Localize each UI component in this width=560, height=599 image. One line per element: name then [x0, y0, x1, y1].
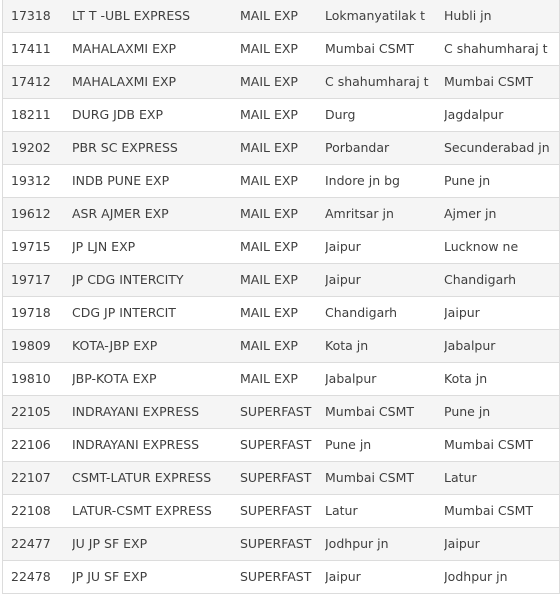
train-number-cell: 22107: [11, 470, 51, 485]
destination-station-cell: Lucknow ne: [444, 239, 519, 254]
train-name-cell: LT T -UBL EXPRESS: [72, 8, 191, 23]
train-type-cell: SUPERFAST: [240, 503, 312, 518]
train-type-cell: SUPERFAST: [240, 569, 312, 584]
train-type-cell: SUPERFAST: [240, 536, 312, 551]
source-station-cell: Mumbai CSMT: [325, 404, 415, 419]
destination-station-cell: Mumbai CSMT: [444, 437, 534, 452]
train-number-cell: 17318: [11, 8, 51, 23]
train-number-cell: 19809: [11, 338, 51, 353]
destination-station-cell: Secunderabad jn: [444, 140, 550, 155]
train-number-cell: 17412: [11, 74, 51, 89]
train-name-cell: JP CDG INTERCITY: [72, 272, 184, 287]
source-station-cell: Lokmanyatilak t: [325, 8, 426, 23]
table-row[interactable]: [3, 363, 559, 396]
train-type-cell: MAIL EXP: [240, 239, 298, 254]
destination-station-cell: Jagdalpur: [444, 107, 504, 122]
source-station-cell: Porbandar: [325, 140, 390, 155]
destination-station-cell: Hubli jn: [444, 8, 492, 23]
train-type-cell: SUPERFAST: [240, 437, 312, 452]
trains-table: [2, 0, 560, 594]
train-name-cell: MAHALAXMI EXP: [72, 74, 177, 89]
train-type-cell: MAIL EXP: [240, 272, 298, 287]
destination-station-cell: Latur: [444, 470, 477, 485]
source-station-cell: Jaipur: [325, 272, 361, 287]
train-number-cell: 19717: [11, 272, 51, 287]
train-type-cell: MAIL EXP: [240, 41, 298, 56]
train-name-cell: JP JU SF EXP: [72, 569, 148, 584]
train-type-cell: MAIL EXP: [240, 173, 298, 188]
train-number-cell: 19810: [11, 371, 51, 386]
destination-station-cell: Mumbai CSMT: [444, 74, 534, 89]
train-name-cell: PBR SC EXPRESS: [72, 140, 178, 155]
train-number-cell: 22478: [11, 569, 51, 584]
table-row[interactable]: [3, 429, 559, 462]
destination-station-cell: Chandigarh: [444, 272, 517, 287]
destination-station-cell: Jaipur: [444, 305, 480, 320]
destination-station-cell: Kota jn: [444, 371, 488, 386]
train-number-cell: 19715: [11, 239, 51, 254]
train-type-cell: MAIL EXP: [240, 371, 298, 386]
source-station-cell: Mumbai CSMT: [325, 41, 415, 56]
train-name-cell: DURG JDB EXP: [72, 107, 163, 122]
source-station-cell: Jaipur: [325, 569, 361, 584]
source-station-cell: C shahumharaj t: [325, 74, 429, 89]
destination-station-cell: Pune jn: [444, 173, 491, 188]
train-type-cell: SUPERFAST: [240, 470, 312, 485]
source-station-cell: Kota jn: [325, 338, 369, 353]
table-row[interactable]: [3, 297, 559, 330]
table-row[interactable]: [3, 99, 559, 132]
train-name-cell: JU JP SF EXP: [72, 536, 148, 551]
train-number-cell: 18211: [11, 107, 51, 122]
train-type-cell: MAIL EXP: [240, 74, 298, 89]
train-type-cell: SUPERFAST: [240, 404, 312, 419]
destination-station-cell: Jodhpur jn: [444, 569, 508, 584]
table-row[interactable]: [3, 528, 559, 561]
train-name-cell: INDRAYANI EXPRESS: [72, 404, 200, 419]
source-station-cell: Jodhpur jn: [325, 536, 389, 551]
train-number-cell: 19612: [11, 206, 51, 221]
train-name-cell: CDG JP INTERCIT: [72, 305, 176, 320]
destination-station-cell: C shahumharaj t: [444, 41, 548, 56]
source-station-cell: Latur: [325, 503, 358, 518]
source-station-cell: Chandigarh: [325, 305, 398, 320]
train-number-cell: 19202: [11, 140, 51, 155]
train-number-cell: 22105: [11, 404, 51, 419]
destination-station-cell: Pune jn: [444, 404, 491, 419]
train-name-cell: CSMT-LATUR EXPRESS: [72, 470, 212, 485]
train-type-cell: MAIL EXP: [240, 140, 298, 155]
source-station-cell: Mumbai CSMT: [325, 470, 415, 485]
train-number-cell: 19312: [11, 173, 51, 188]
table-row[interactable]: [3, 198, 559, 231]
train-number-cell: 17411: [11, 41, 51, 56]
table-row[interactable]: [3, 330, 559, 363]
train-type-cell: MAIL EXP: [240, 338, 298, 353]
source-station-cell: Durg: [325, 107, 356, 122]
destination-station-cell: Jabalpur: [444, 338, 496, 353]
source-station-cell: Jabalpur: [325, 371, 377, 386]
table-row[interactable]: [3, 462, 559, 495]
train-type-cell: MAIL EXP: [240, 8, 298, 23]
table-row[interactable]: [3, 0, 559, 33]
source-station-cell: Jaipur: [325, 239, 361, 254]
train-type-cell: MAIL EXP: [240, 107, 298, 122]
train-name-cell: ASR AJMER EXP: [72, 206, 169, 221]
train-name-cell: LATUR-CSMT EXPRESS: [72, 503, 212, 518]
destination-station-cell: Ajmer jn: [444, 206, 497, 221]
train-name-cell: INDRAYANI EXPRESS: [72, 437, 200, 452]
train-number-cell: 22108: [11, 503, 51, 518]
table-row[interactable]: [3, 132, 559, 165]
table-row[interactable]: [3, 231, 559, 264]
table-row[interactable]: [3, 33, 559, 66]
source-station-cell: Pune jn: [325, 437, 372, 452]
train-type-cell: MAIL EXP: [240, 305, 298, 320]
source-station-cell: Amritsar jn: [325, 206, 394, 221]
table-row[interactable]: [3, 561, 559, 594]
table-row[interactable]: [3, 495, 559, 528]
table-row[interactable]: [3, 396, 559, 429]
train-number-cell: 19718: [11, 305, 51, 320]
table-row[interactable]: [3, 66, 559, 99]
destination-station-cell: Jaipur: [444, 536, 480, 551]
destination-station-cell: Mumbai CSMT: [444, 503, 534, 518]
table-row[interactable]: [3, 165, 559, 198]
train-type-cell: MAIL EXP: [240, 206, 298, 221]
train-name-cell: JBP-KOTA EXP: [72, 371, 157, 386]
train-name-cell: MAHALAXMI EXP: [72, 41, 177, 56]
train-name-cell: INDB PUNE EXP: [72, 173, 170, 188]
train-number-cell: 22106: [11, 437, 51, 452]
source-station-cell: Indore jn bg: [325, 173, 400, 188]
train-name-cell: KOTA-JBP EXP: [72, 338, 158, 353]
train-number-cell: 22477: [11, 536, 51, 551]
table-row[interactable]: [3, 264, 559, 297]
train-name-cell: JP LJN EXP: [72, 239, 136, 254]
